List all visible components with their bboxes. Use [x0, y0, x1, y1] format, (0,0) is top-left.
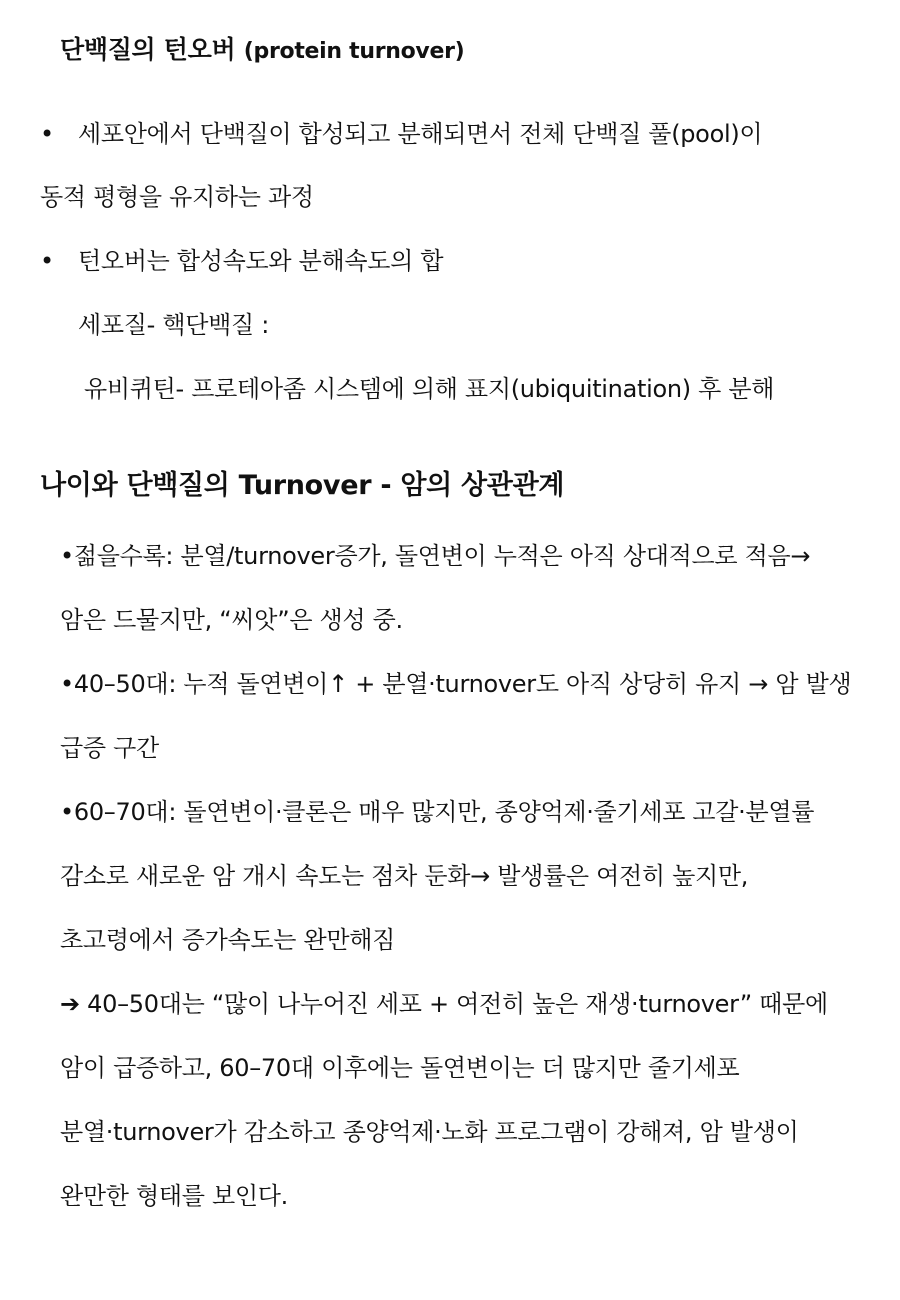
bullet-1: •	[40, 120, 55, 148]
section2-line: 분열·turnover가 감소하고 종양억제·노화 프로그램이 강해져, 암 발생이	[60, 1118, 799, 1146]
item1-line2: 동적 평형을 유지하는 과정	[40, 183, 314, 211]
sub-line-1: 세포질- 핵단백질 :	[78, 311, 269, 339]
section1-title-english: (protein turnover)	[243, 39, 465, 64]
bullet-2: •	[40, 247, 55, 275]
section2-line: •60–70대: 돌연변이·클론은 매우 많지만, 종양억제·줄기세포 고갈·분열률	[60, 798, 815, 826]
item1-line1: 세포안에서 단백질이 합성되고 분해되면서 전체 단백질 풀(pool)이	[78, 120, 763, 148]
section2-line: 암이 급증하고, 60–70대 이후에는 돌연변이는 더 많지만 줄기세포	[60, 1054, 740, 1082]
section2-heading: 나이와 단백질의 Turnover - 암의 상관관계	[40, 470, 565, 501]
section2-line: 감소로 새로운 암 개시 속도는 점차 둔화→ 발생률은 여전히 높지만,	[60, 862, 749, 890]
section2-line: ➔ 40–50대는 “많이 나누어진 세포 + 여전히 높은 재생·turnover” 때문에	[60, 990, 828, 1018]
sub-line-2: 유비퀴틴- 프로테아좀 시스템에 의해 표지(ubiquitination) 후 분해	[84, 375, 775, 403]
section2-line: •젊을수록: 분열/turnover증가, 돌연변이 누적은 아직 상대적으로 적음→	[60, 542, 811, 570]
section1-title	[60, 34, 464, 68]
section2-line: 완만한 형태를 보인다.	[60, 1182, 288, 1210]
section2-line: 초고령에서 증가속도는 완만해짐	[60, 926, 396, 954]
section2-line: 급증 구간	[60, 734, 159, 762]
item2-line1: 턴오버는 합성속도와 분해속도의 합	[78, 247, 444, 275]
section1-title-korean: 단백질의 턴오버	[60, 35, 236, 64]
section2-line: •40–50대: 누적 돌연변이↑ + 분열·turnover도 아직 상당히 유지 → 암 발생	[60, 670, 852, 698]
section2-line: 암은 드물지만, “씨앗”은 생성 중.	[60, 606, 403, 634]
